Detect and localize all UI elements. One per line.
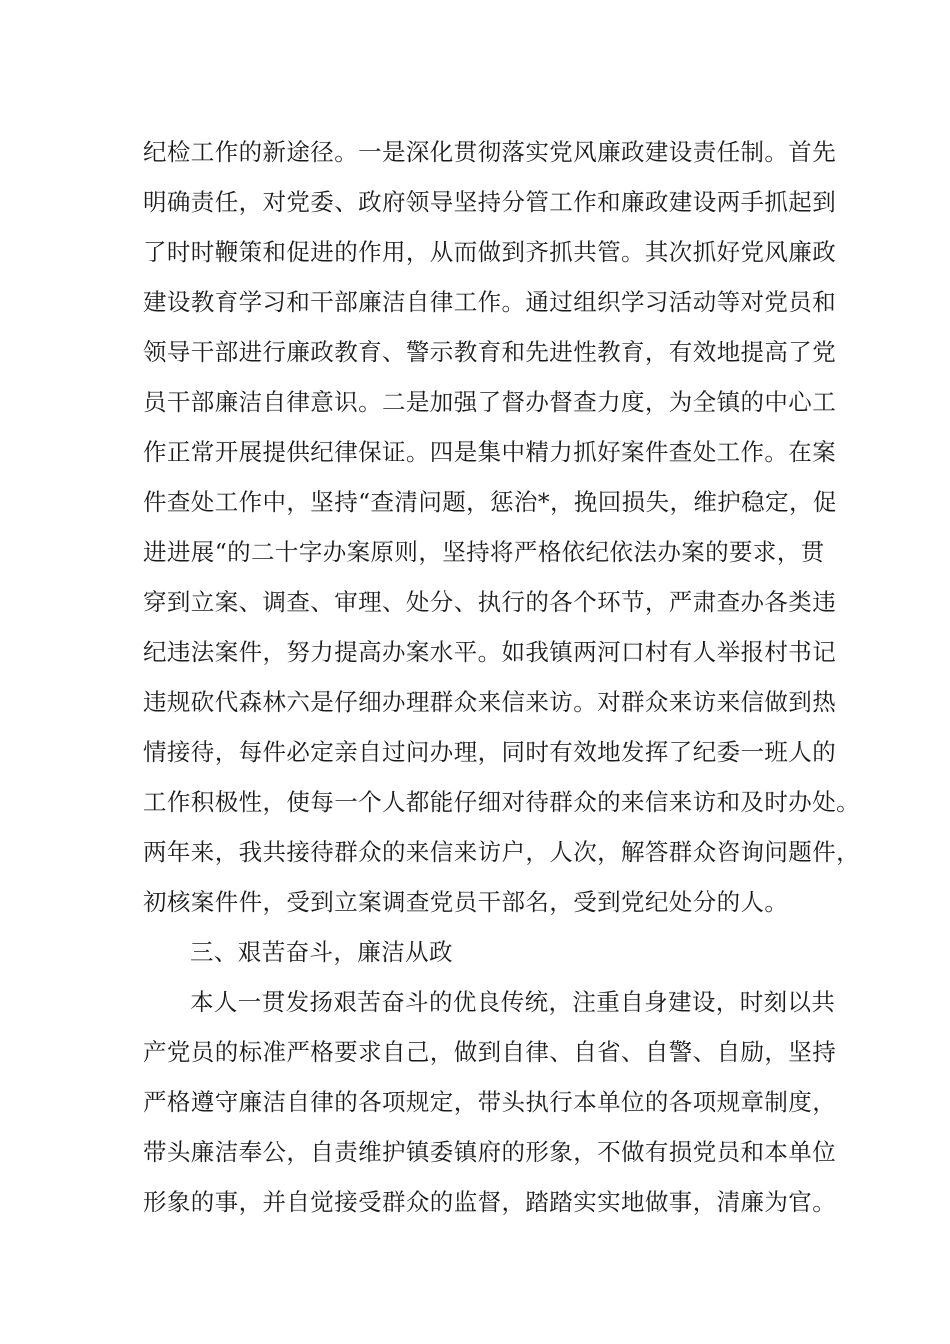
body-text-line: 情接待，每件必定亲自过问办理，同时有效地发挥了纪委一班人的	[143, 738, 837, 766]
body-text-line: 进进展“的二十字办案原则，坚持将严格依纪依法办案的要求，贯	[143, 538, 825, 566]
section-heading: 三、艰苦奋斗，廉洁从政	[190, 938, 453, 966]
body-text-line: 两年来，我共接待群众的来信来访户，人次，解答群众咨询问题件，	[143, 838, 860, 866]
body-text-line: 建设教育学习和干部廉洁自律工作。通过组织学习活动等对党员和	[143, 288, 837, 316]
body-text-line: 产党员的标准严格要求自己，做到自律、自省、自警、自励，坚持	[143, 1038, 837, 1066]
body-text-line: 了时时鞭策和促进的作用，从而做到齐抓共管。其次抓好党风廉政	[143, 238, 837, 266]
body-text-line: 初核案件件，受到立案调查党员干部名，受到党纪处分的人。	[143, 888, 789, 916]
body-text-line: 纪检工作的新途径。一是深化贯彻落实党风廉政建设责任制。首先	[143, 138, 837, 166]
body-text-line: 本人一贯发扬艰苦奋斗的优良传统，注重自身建设，时刻以共	[190, 988, 836, 1016]
body-text-line: 件查处工作中，坚持“查清问题，惩治*，挽回损失，维护稳定，促	[143, 488, 837, 516]
body-text-line: 工作积极性，使每一个人都能仔细对待群众的来信来访和及时办处。	[143, 788, 860, 816]
body-text-line: 带头廉洁奉公，自责维护镇委镇府的形象，不做有损党员和本单位	[143, 1138, 837, 1166]
body-text-line: 员干部廉洁自律意识。二是加强了督办督查力度，为全镇的中心工	[143, 388, 837, 416]
body-text-line: 形象的事，并自觉接受群众的监督，踏踏实实地做事，清廉为官。	[143, 1188, 837, 1216]
body-text-line: 领导干部进行廉政教育、警示教育和先进性教育，有效地提高了党	[143, 338, 837, 366]
body-text-line: 穿到立案、调查、审理、处分、执行的各个环节，严肃查办各类违	[143, 588, 837, 616]
body-text-line: 明确责任，对党委、政府领导坚持分管工作和廉政建设两手抓起到	[143, 188, 837, 216]
body-text-line: 作正常开展提供纪律保证。四是集中精力抓好案件查处工作。在案	[143, 438, 837, 466]
body-text-line: 违规砍代森林六是仔细办理群众来信来访。对群众来访来信做到热	[143, 688, 837, 716]
body-text-line: 严格遵守廉洁自律的各项规定，带头执行本单位的各项规章制度，	[143, 1088, 837, 1116]
body-text-line: 纪违法案件，努力提高办案水平。如我镇两河口村有人举报村书记	[143, 638, 837, 666]
